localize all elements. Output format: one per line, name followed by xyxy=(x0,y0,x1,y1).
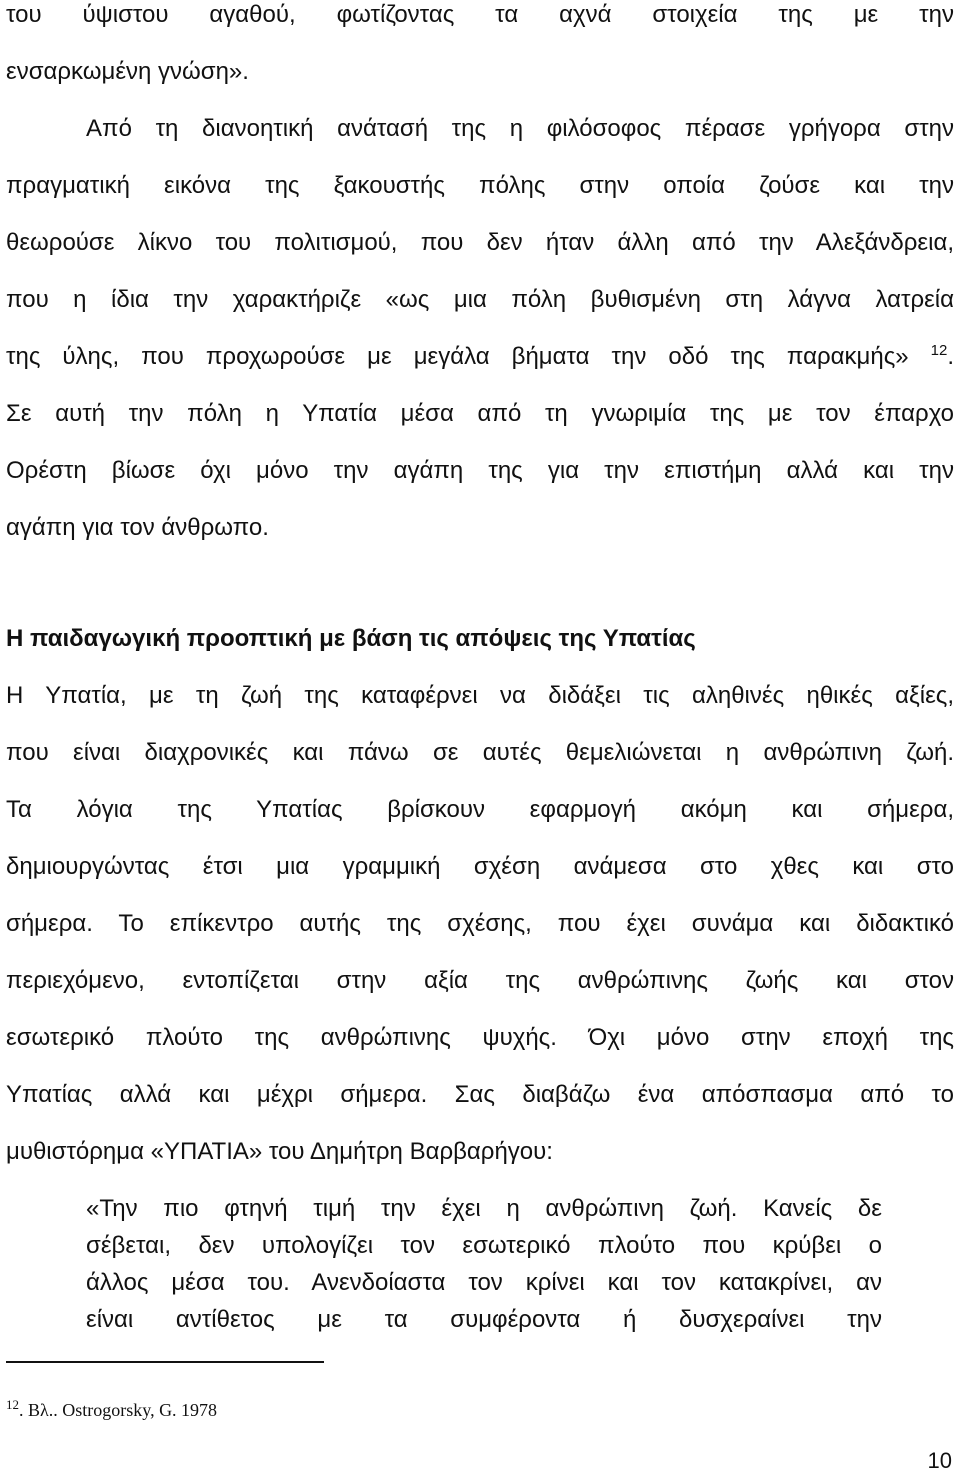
quote-line: άλλος μέσα του. Ανενδοίαστα τον κρίνει και τον κατακρίνει, αν xyxy=(86,1269,882,1296)
quote-line: είναι αντίθετος με τα συμφέροντα ή δυσχεραίνει την xyxy=(86,1306,882,1333)
body-line: πραγματική εικόνα της ξακουστής πόλης στην οποία ζούσε και την xyxy=(6,172,954,199)
section-line: μυθιστόρημα «ΥΠΑΤΙΑ» του Δημήτρη Βαρβαρήγου: xyxy=(6,1138,553,1165)
section-line: περιεχόμενο, εντοπίζεται στην αξία της ανθρώπινης ζωής και στον xyxy=(6,967,954,994)
section-line: που είναι διαχρονικές και πάνω σε αυτές θεμελιώνεται η ανθρώπινη ζωή. xyxy=(6,739,954,766)
footnote xyxy=(6,1398,217,1422)
page-number: 10 xyxy=(927,1448,952,1473)
section-line: δημιουργώντας έτσι μια γραμμική σχέση ανάμεσα στο χθες και στο xyxy=(6,853,954,880)
body-line-with-footnote-ref xyxy=(6,342,954,372)
section-line: Η Υπατία, με τη ζωή της καταφέρνει να διδάξει τις αληθινές ηθικές αξίες, xyxy=(6,682,954,709)
section-line: σήμερα. Το επίκεντρο αυτής της σχέσης, που έχει συνάμα και διδακτικό xyxy=(6,910,954,937)
body-line: του ύψιστου αγαθού, φωτίζοντας τα αχνά στοιχεία της με την xyxy=(6,1,954,28)
body-line: αγάπη για τον άνθρωπο. xyxy=(6,514,269,541)
section-line: Τα λόγια της Υπατίας βρίσκουν εφαρμογή ακόμη και σήμερα, xyxy=(6,796,954,823)
section-line: εσωτερικό πλούτο της ανθρώπινης ψυχής. Όχι μόνο στην εποχή της xyxy=(6,1024,954,1051)
body-line: ενσαρκωμένη γνώση». xyxy=(6,58,249,85)
footnote-separator xyxy=(6,1361,324,1363)
footnote-reference-punctuation: . xyxy=(947,343,954,370)
body-line: Ορέστη βίωσε όχι μόνο την αγάπη της για την επιστήμη αλλά και την xyxy=(6,457,954,484)
body-line-text: της ύλης, που προχωρούσε με μεγάλα βήματα την οδό της παρακμής» xyxy=(6,343,909,370)
section-line: Υπατίας αλλά και μέχρι σήμερα. Σας διαβάζω ένα απόσπασμα από το xyxy=(6,1081,954,1108)
body-line: Σε αυτή την πόλη η Υπατία μέσα από τη γνωριμία της με τον έπαρχο xyxy=(6,400,954,427)
body-line: που η ίδια την χαρακτήριζε «ως μια πόλη βυθισμένη στη λάγνα λατρεία xyxy=(6,286,954,313)
section-heading: Η παιδαγωγική προοπτική με βάση τις απόψεις της Υπατίας xyxy=(6,625,696,652)
quote-line: σέβεται, δεν υπολογίζει τον εσωτερικό πλούτο που κρύβει ο xyxy=(86,1232,882,1259)
footnote-text: . Βλ.. Ostrogorsky, G. 1978 xyxy=(19,1400,218,1420)
footnote-number: 12 xyxy=(6,1397,19,1412)
body-line: θεωρούσε λίκνο του πολιτισμού, που δεν ήταν άλλη από την Αλεξάνδρεια, xyxy=(6,229,954,256)
body-line: Από τη διανοητική ανάτασή της η φιλόσοφος πέρασε γρήγορα στην xyxy=(86,115,954,142)
quote-line: «Την πιο φτηνή τιμή την έχει η ανθρώπινη ζωή. Κανείς δε xyxy=(86,1195,882,1222)
footnote-reference: 12 xyxy=(930,342,948,359)
